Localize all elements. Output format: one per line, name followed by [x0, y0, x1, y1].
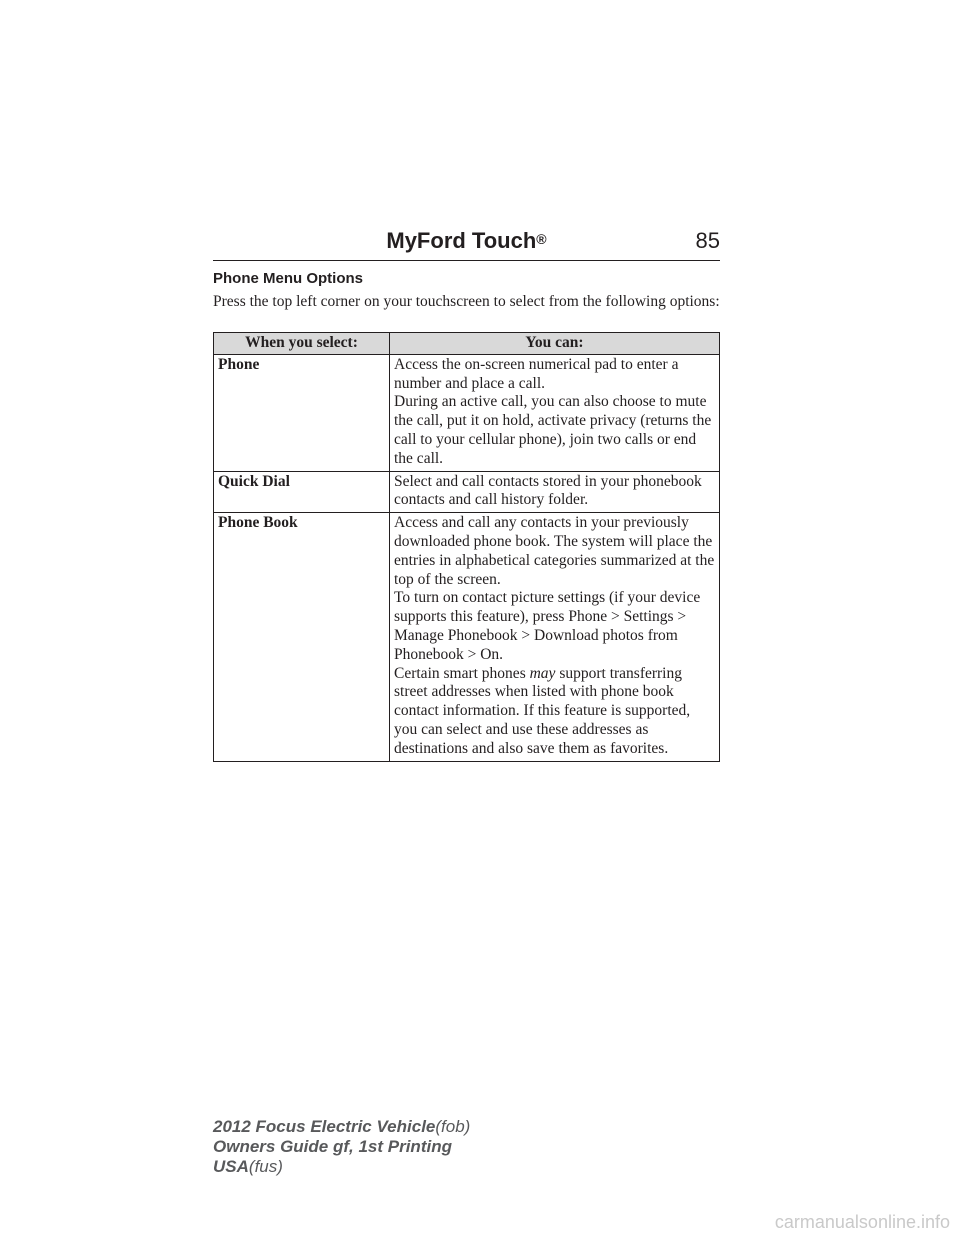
- page-header: [213, 226, 720, 261]
- phone-menu-options-table: [213, 332, 720, 762]
- footer-line: Owners Guide gf, 1st Printing: [213, 1137, 452, 1156]
- description-paragraph: Certain smart phones may support transferring street addresses when listed with phone book contact information. If this feature is supported, you can select and use these addresses as destinations and also save them as favorites.: [394, 664, 691, 757]
- row-term: Quick Dial: [214, 471, 390, 513]
- chapter-title: MyFord Touch®: [386, 228, 547, 253]
- row-description: [390, 471, 720, 513]
- description-paragraph: Access and call any contacts in your previously downloaded phone book. The system will place the entries in alphabetical categories summarized at the top of the screen.: [394, 514, 715, 588]
- row-description: [390, 354, 720, 471]
- footer-line: 2012 Focus Electric Vehicle(fob): [213, 1117, 471, 1136]
- row-description: [390, 513, 720, 761]
- row-term: Phone: [214, 354, 390, 471]
- section-title: Phone Menu Options: [213, 270, 363, 287]
- description-paragraph: Select and call contacts stored in your phonebook contacts and call history folder.: [394, 472, 702, 509]
- emphasis-word: may: [529, 664, 556, 682]
- description-paragraph: Access the on-screen numerical pad to enter a number and place a call.: [394, 355, 679, 392]
- description-paragraph: During an active call, you can also choose to mute the call, put it on hold, activate privacy (returns the call to your cellular phone), join two calls or end the call.: [394, 393, 712, 467]
- table-row-phone-book: [214, 513, 720, 761]
- page-number: 85: [695, 228, 720, 253]
- registered-mark: ®: [536, 231, 547, 247]
- description-paragraph: To turn on contact picture settings (if your device supports this feature), press Phone > Settings > Manage Phonebook > Download photos from Phonebook > On.: [394, 589, 701, 663]
- row-term: Phone Book: [214, 513, 390, 761]
- column-header-you-can: You can:: [390, 333, 720, 355]
- table-header-row: [214, 333, 720, 355]
- table-row-quick-dial: [214, 471, 720, 513]
- print-footer: [213, 1117, 470, 1177]
- footer-line: USA(fus): [213, 1157, 283, 1176]
- watermark: carmanualsonline.info: [774, 1212, 950, 1232]
- intro-text: Press the top left corner on your touchscreen to select from the following options:: [213, 293, 720, 310]
- table-row-phone: [214, 354, 720, 471]
- column-header-when-you-select: When you select:: [214, 333, 390, 355]
